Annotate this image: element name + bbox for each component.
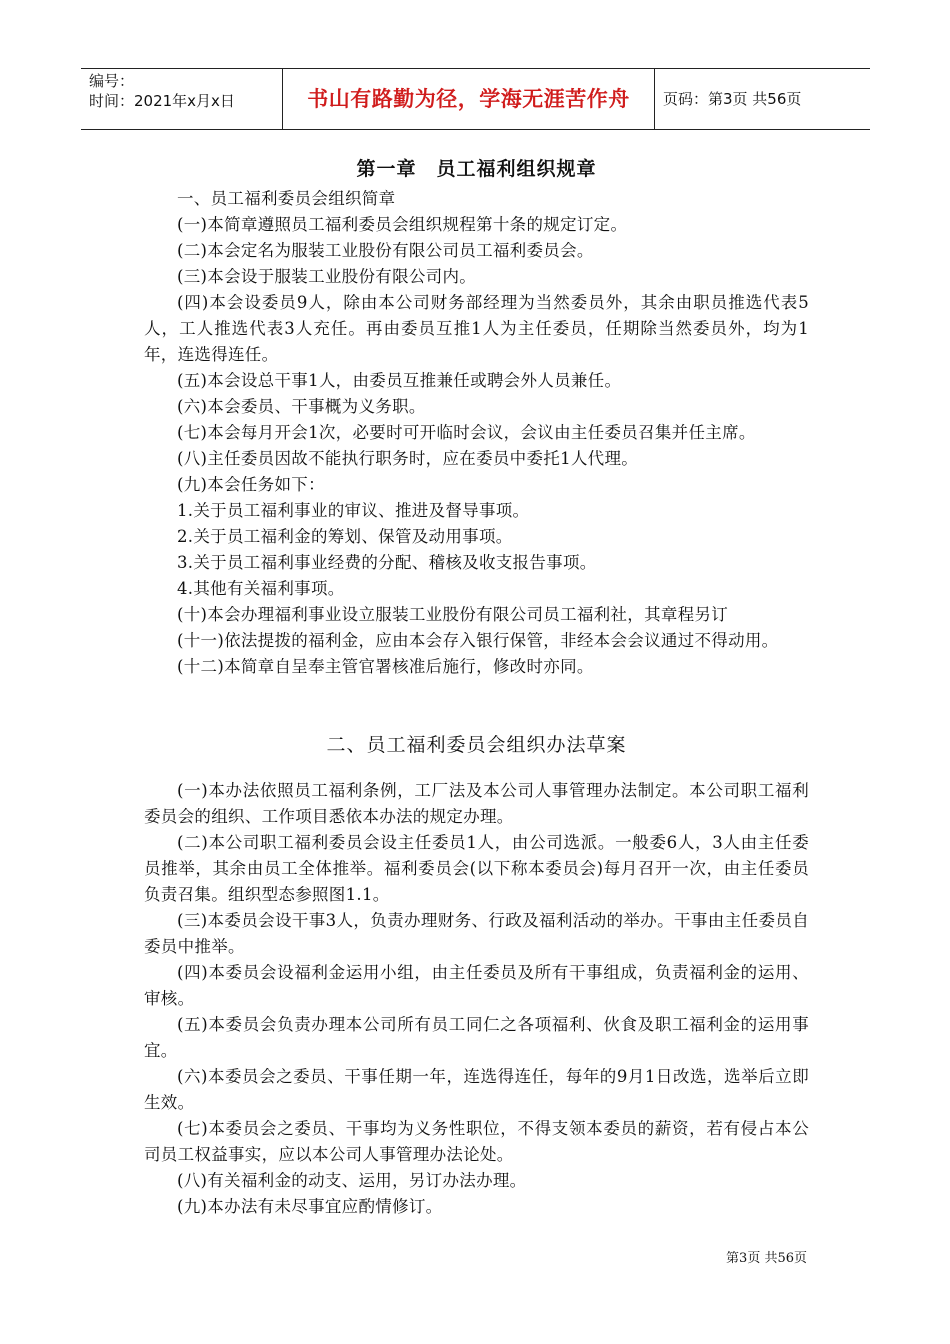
section-1 [144,186,809,680]
paragraph: (七)本委员会之委员、干事均为义务性职位，不得支领本委员的薪资，若有侵占本公司员工权益事实，应以本公司人事管理办法论处。 [144,1119,809,1164]
header-motto: 书山有路勤为径，学海无涯苦作舟 [307,87,630,111]
paragraph: (十)本会办理福利事业设立服装工业股份有限公司员工福利社，其章程另订 [177,605,729,624]
list-item: 1.关于员工福利事业的审议、推进及督导事项。 [177,501,530,520]
paragraph: (三)本委员会设干事3人，负责办理财务、行政及福利活动的举办。干事由主任委员自委员中推举。 [144,911,809,956]
paragraph: (九)本会任务如下： [177,475,325,494]
paragraph: (二)本会定名为服装工业股份有限公司员工福利委员会。 [177,241,594,260]
spacer [144,762,809,778]
paragraph: (四)本委员会设福利金运用小组，由主任委员及所有干事组成，负责福利金的运用、审核。 [144,963,809,1008]
paragraph: (十一)依法提拨的福利金，应由本会存入银行保管，非经本会会议通过不得动用。 [177,631,779,650]
page-header [81,68,870,130]
paragraph: (五)本委员会负责办理本公司所有员工同仁之各项福利、伙食及职工福利金的运用事宜。 [144,1015,809,1060]
paragraph: (八)有关福利金的动支、运用，另订办法办理。 [177,1171,527,1190]
header-page-number: 页码：第3页 共56页 [663,90,802,108]
paragraph: (八)主任委员因故不能执行职务时，应在委员中委托1人代理。 [177,449,639,468]
header-motto-cell [283,69,655,129]
paragraph: (四)本会设委员9人，除由本公司财务部经理为当然委员外，其余由职员推选代表5人，工人推选代表3人充任。再由委员互推1人为主任委员，任期除当然委员外，均为1年，连选得连任。 [144,293,809,364]
header-page-cell [655,69,870,129]
section-2 [144,778,809,1220]
paragraph: (十二)本简章自呈奉主管官署核准后施行，修改时亦同。 [177,657,594,676]
paragraph: 一、员工福利委员会组织简章 [177,189,396,208]
paragraph: (六)本委员会之委员、干事任期一年，连选得连任，每年的9月1日改选，选举后立即生效。 [144,1067,809,1112]
paragraph: (一)本简章遵照员工福利委员会组织规程第十条的规定订定。 [177,215,628,234]
paragraph: (五)本会设总干事1人，由委员互推兼任或聘会外人员兼任。 [177,371,622,390]
paragraph: (一)本办法依照员工福利条例，工厂法及本公司人事管理办法制定。本公司职工福利委员会的组织、工作项目悉依本办法的规定办理。 [144,781,809,826]
header-meta [81,69,283,129]
list-item: 4.其他有关福利事项。 [177,579,345,598]
document-time-label: 时间：2021年x月x日 [89,92,235,110]
chapter-title: 第一章 员工福利组织规章 [356,158,597,180]
list-item: 3.关于员工福利事业经费的分配、稽核及收支报告事项。 [177,553,597,572]
paragraph: (九)本办法有未尽事宜应酌情修订。 [177,1197,443,1216]
paragraph: (六)本会委员、干事概为义务职。 [177,397,426,416]
spacer [144,680,809,728]
paragraph: (二)本公司职工福利委员会设主任委员1人，由公司选派。一般委6人，3人由主任委员推举，其余由员工全体推举。福利委员会(以下称本委员会)每月召开一次，由主任委员负责召集。组织型态参照图1.1。 [144,833,809,904]
document-body [144,152,809,1220]
section-2-title: 二、员工福利委员会组织办法草案 [326,734,627,756]
document-number-label: 编号： [89,72,135,90]
page-footer [726,1247,807,1266]
paragraph: (三)本会设于服装工业股份有限公司内。 [177,267,477,286]
footer-page-number: 第3页 共56页 [726,1251,807,1266]
list-item: 2.关于员工福利金的筹划、保管及动用事项。 [177,527,513,546]
paragraph: (七)本会每月开会1次，必要时可开临时会议，会议由主任委员召集并任主席。 [177,423,756,442]
